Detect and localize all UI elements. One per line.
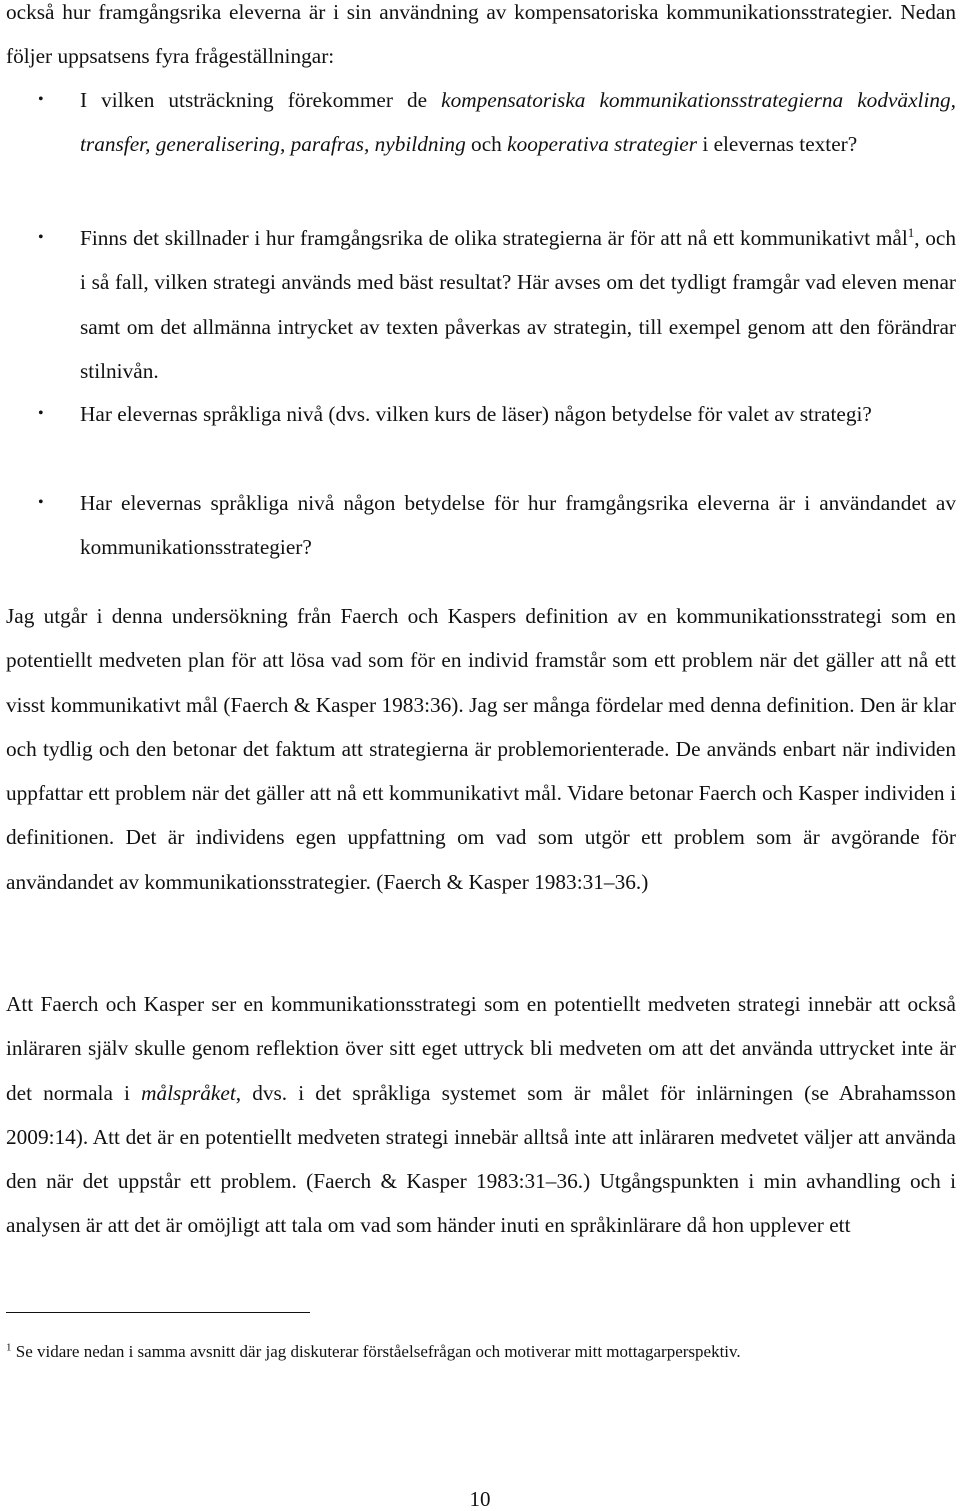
- analysis-italic-term: målspråket: [141, 1080, 236, 1105]
- intro-paragraph: [6, 0, 956, 78]
- question-4-text: Har elevernas språkliga nivå någon betydelse för hur framgångsrika eleverna är i användandet av kommunikationsstrategier?: [80, 491, 956, 560]
- list-item: [0, 78, 960, 167]
- question-2-continuation: , och i så fall, vilken strategi används med bäst resultat? Här avses om det tydligt framgår vad eleven menar samt om det allmänna intrycket av texten påverkas av strategin, till exempel genom att den förändrar stilnivån.: [80, 226, 957, 383]
- question-2-text: Finns det skillnader i hur framgångsrika de olika strategierna är för att nå ett kommunikativt mål: [80, 226, 908, 250]
- page-number: 10: [469, 1487, 491, 1511]
- list-item: [0, 216, 960, 393]
- footnote-marker: 1: [6, 1341, 12, 1354]
- list-item: [0, 392, 960, 436]
- footnote-text: Se vidare nedan i samma avsnitt där jag diskuterar förståelsefrågan och motiverar mitt mottagarperspektiv.: [11, 1342, 741, 1361]
- analysis-paragraph: [6, 982, 956, 1248]
- question-1-ending: i elevernas texter?: [697, 132, 858, 157]
- analysis-text-end: , dvs. i det språkliga systemet som är målet för inlärningen (se Abrahamsson 2009:14). Att det är en potentiellt medveten strategi innebär alltså inte att inläraren medvetet väljer att använda den när det uppstår ett problem. (Faerch & Kasper 1983:31–36.) Utgångspunkten i min avhandling och i analysen är att det är omöjligt att tala om vad som händer inuti en språkinlärare då hon upplever ett: [6, 1080, 956, 1238]
- bullet-icon: •: [38, 494, 44, 511]
- definition-paragraph: [6, 594, 956, 904]
- bullet-icon: •: [38, 405, 44, 422]
- bullet-icon: •: [38, 91, 44, 108]
- question-1-conjunction: och: [465, 132, 508, 157]
- list-item: [0, 481, 960, 570]
- footnote-divider: [6, 1312, 310, 1313]
- question-1-text: I vilken utsträckning förekommer de: [80, 88, 442, 112]
- definition-text: Jag utgår i denna undersökning från Faerch och Kaspers definition av en kommunikationsstrategi som en potentiellt medveten plan för att lösa vad som för en individ framstår som ett problem när det gäller att nå ett visst kommunikativt mål (Faerch & Kasper 1983:36). Jag ser många fördelar med denna definition. Den är klar och tydlig och den betonar det faktum att strategierna är problemorienterade. De används enbart när individen uppfattar ett problem när det gäller att nå ett kommunikativt mål. Vidare betonar Faerch och Kasper individen i definitionen. Det är individens egen uppfattning om vad som utgör ett problem som är avgörande för användandet av kommunikationsstrategier. (Faerch & Kasper 1983:31–36.): [6, 604, 956, 894]
- intro-text: också hur framgångsrika eleverna är i sin användning av kompensatoriska kommunikationsstrategier. Nedan följer uppsatsens fyra frågeställningar:: [6, 0, 956, 68]
- bullet-icon: •: [38, 229, 44, 246]
- analysis-text-start: Att Faerch och Kasper ser en kommunikationsstrategi som en potentiellt medveten strategi innebär att också inläraren själv skulle genom reflektion över sitt eget uttryck bli medveten om att det använda uttrycket inte är det normala i: [6, 992, 956, 1105]
- question-3-text: Har elevernas språkliga nivå (dvs. vilken kurs de läser) någon betydelse för valet av strategi?: [80, 402, 872, 426]
- footnote: [6, 1340, 956, 1364]
- question-1-italic-terms: kompensatoriska kommunikationsstrategierna kodväxling, transfer, generalisering, parafras, nybildning: [80, 88, 956, 157]
- question-1-italic-cooperative: kooperativa strategier: [507, 132, 697, 157]
- footnote-reference: 1: [907, 224, 915, 240]
